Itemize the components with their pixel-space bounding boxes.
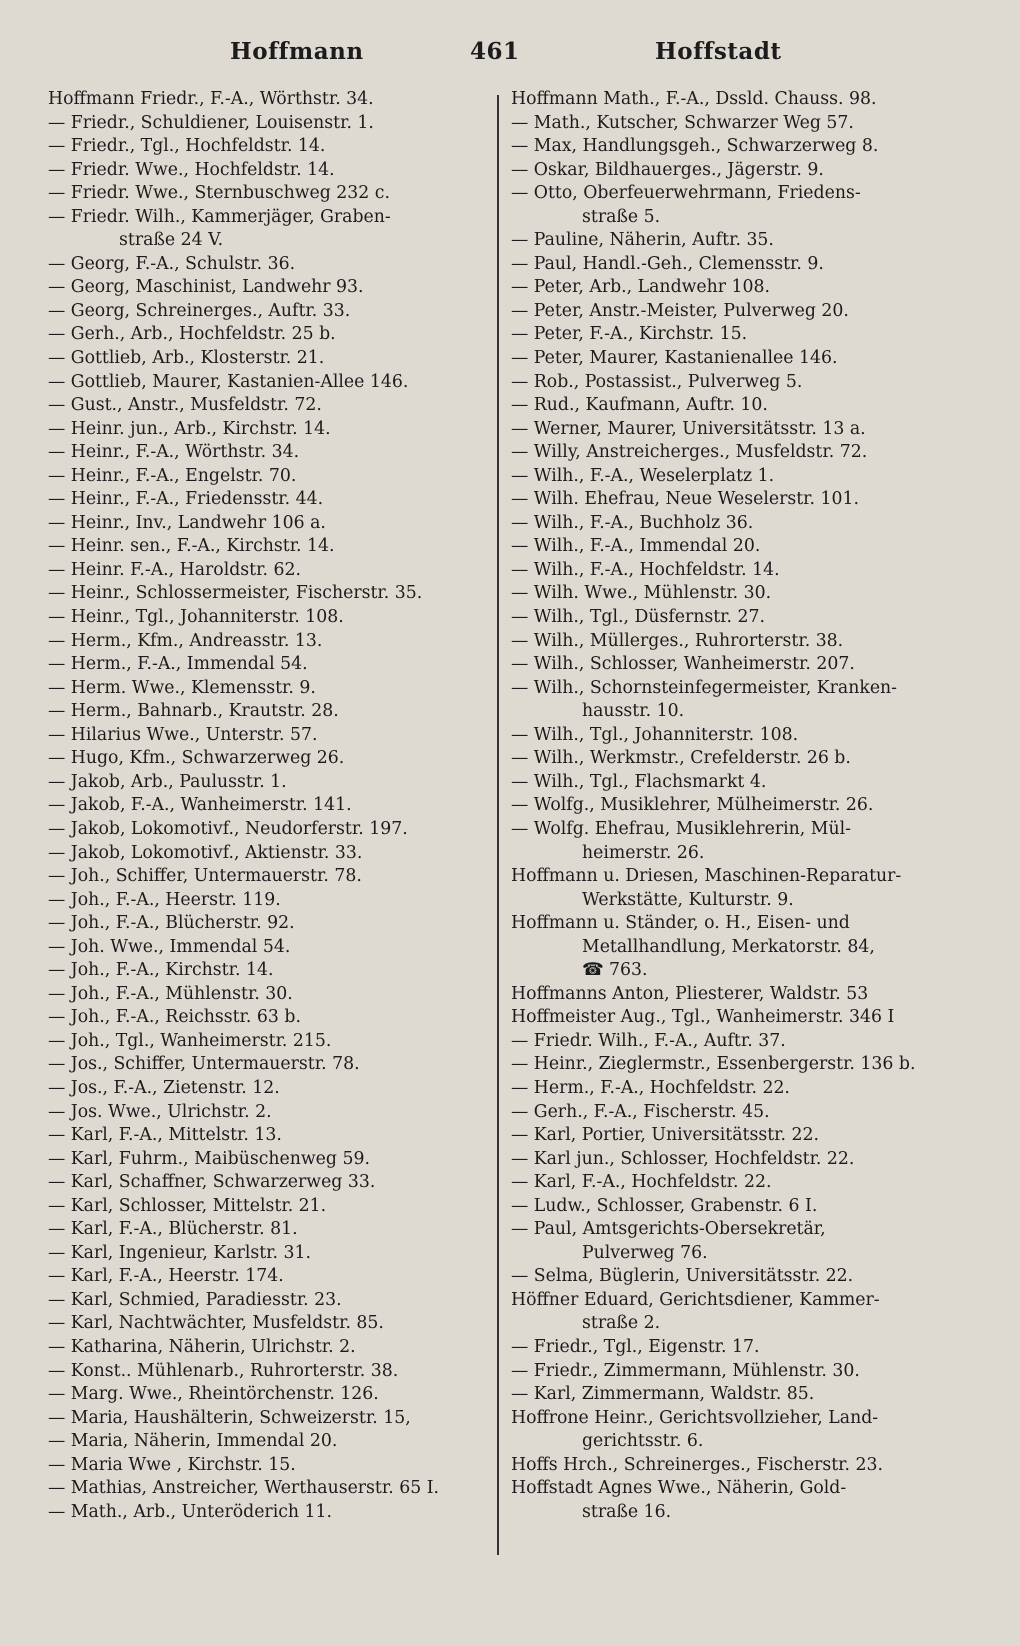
directory-entry: — Maria Wwe , Kirchstr. 15. [48, 1454, 296, 1475]
directory-entry: Pulverweg 76. [582, 1242, 708, 1263]
directory-entry: — Karl, F.-A., Mittelstr. 13. [48, 1125, 282, 1146]
directory-entry: — Karl, F.-A., Hochfeldstr. 22. [511, 1172, 772, 1193]
directory-entry: — Herm. Wwe., Klemensstr. 9. [48, 677, 316, 698]
directory-entry: Hoffs Hrch., Schreinerges., Fischerstr. 23. [511, 1454, 883, 1475]
directory-entry: — Jakob, Arb., Paulusstr. 1. [48, 771, 287, 792]
directory-entry: — Joh., Schiffer, Untermauerstr. 78. [48, 866, 362, 887]
directory-entry: hausstr. 10. [582, 701, 685, 722]
directory-entry: — Gottlieb, Arb., Klosterstr. 21. [48, 348, 325, 369]
directory-entry: — Karl jun., Schlosser, Hochfeldstr. 22. [511, 1148, 855, 1169]
directory-entry: — Herm., F.-A., Immendal 54. [48, 654, 308, 675]
directory-entry: — Peter, Arb., Landwehr 108. [511, 277, 771, 298]
page-number: 461 [470, 38, 520, 65]
directory-entry: — Heinr. sen., F.-A., Kirchstr. 14. [48, 536, 335, 557]
directory-entry: — Herm., Bahnarb., Krautstr. 28. [48, 701, 339, 722]
directory-entry: — Paul, Handl.-Geh., Clemensstr. 9. [511, 253, 824, 274]
directory-entry: heimerstr. 26. [582, 842, 705, 863]
directory-entry: — Wilh., Tgl., Flachsmarkt 4. [511, 771, 767, 792]
directory-entry: — Karl, Schmied, Paradiesstr. 23. [48, 1289, 342, 1310]
directory-entry: — Jakob, Lokomotivf., Neudorferstr. 197. [48, 818, 408, 839]
directory-entry: — Wilh. Ehefrau, Neue Weselerstr. 101. [511, 489, 859, 510]
directory-entry: Hoffmanns Anton, Pliesterer, Waldstr. 53 [511, 983, 869, 1004]
directory-entry: — Konst.. Mühlenarb., Ruhrorterstr. 38. [48, 1360, 399, 1381]
directory-entry: straße 24 V. [119, 230, 224, 251]
directory-entry: — Jos., F.-A., Zietenstr. 12. [48, 1077, 280, 1098]
directory-entry: — Math., Kutscher, Schwarzer Weg 57. [511, 112, 854, 133]
directory-entry: — Heinr., Inv., Landwehr 106 a. [48, 512, 326, 533]
directory-entry: — Gust., Anstr., Musfeldstr. 72. [48, 395, 322, 416]
directory-entry: — Friedr. Wwe., Sternbuschweg 232 c. [48, 183, 390, 204]
directory-entry: — Katharina, Näherin, Ulrichstr. 2. [48, 1336, 356, 1357]
directory-entry: — Maria, Haushälterin, Schweizerstr. 15, [48, 1407, 411, 1428]
directory-entry: — Jakob, Lokomotivf., Aktienstr. 33. [48, 842, 363, 863]
directory-entry: — Ludw., Schlosser, Grabenstr. 6 I. [511, 1195, 818, 1216]
directory-entry: — Marg. Wwe., Rheintörchenstr. 126. [48, 1384, 379, 1405]
directory-entry: — Friedr. Wilh., F.-A., Auftr. 37. [511, 1030, 786, 1051]
directory-entry: — Peter, Maurer, Kastanienallee 146. [511, 348, 838, 369]
directory-entry: — Karl, F.-A., Heerstr. 174. [48, 1266, 284, 1287]
left-column [48, 88, 493, 1524]
directory-entry: Hoffmann u. Ständer, o. H., Eisen- und [511, 913, 850, 934]
directory-entry: — Georg, Schreinerges., Auftr. 33. [48, 300, 351, 321]
directory-entry: — Wolfg. Ehefrau, Musiklehrerin, Mül- [511, 818, 851, 839]
directory-entry: — Friedr., Tgl., Eigenstr. 17. [511, 1336, 760, 1357]
directory-entry: — Peter, Anstr.-Meister, Pulverweg 20. [511, 300, 849, 321]
directory-entry: — Willy, Anstreicherges., Musfeldstr. 72. [511, 442, 868, 463]
directory-entry: — Oskar, Bildhauerges., Jägerstr. 9. [511, 159, 824, 180]
directory-entry: — Heinr., Schlossermeister, Fischerstr. 35. [48, 583, 423, 604]
directory-entry: — Georg, F.-A., Schulstr. 36. [48, 253, 296, 274]
directory-entry: — Gerh., F.-A., Fischerstr. 45. [511, 1101, 770, 1122]
directory-entry: — Joh., F.-A., Kirchstr. 14. [48, 960, 274, 981]
header-right-keyword: Hoffstadt [655, 38, 782, 65]
directory-entry: — Wilh., F.-A., Weselerplatz 1. [511, 465, 775, 486]
directory-entry: — Wilh., Werkmstr., Crefelderstr. 26 b. [511, 748, 851, 769]
directory-entry: — Karl, F.-A., Blücherstr. 81. [48, 1219, 298, 1240]
directory-entry: — Wilh., Müllerges., Ruhrorterstr. 38. [511, 630, 844, 651]
header-left-keyword: Hoffmann [230, 38, 364, 65]
directory-entry: — Friedr., Schuldiener, Louisenstr. 1. [48, 112, 374, 133]
directory-entry: straße 16. [582, 1501, 672, 1522]
directory-entry: — Otto, Oberfeuerwehrmann, Friedens- [511, 183, 861, 204]
directory-entry: — Joh., F.-A., Heerstr. 119. [48, 889, 281, 910]
directory-entry: — Heinr., Tgl., Johanniterstr. 108. [48, 607, 344, 628]
directory-entry: Hoffmann Math., F.-A., Dssld. Chauss. 98. [511, 89, 877, 109]
directory-entry: — Friedr., Zimmermann, Mühlenstr. 30. [511, 1360, 860, 1381]
directory-entry: — Paul, Amtsgerichts-Obersekretär, [511, 1219, 826, 1240]
directory-entry: — Jos. Wwe., Ulrichstr. 2. [48, 1101, 272, 1122]
directory-entry: — Heinr., F.-A., Friedensstr. 44. [48, 489, 324, 510]
directory-entry: — Karl, Nachtwächter, Musfeldstr. 85. [48, 1313, 384, 1334]
directory-entry: — Gerh., Arb., Hochfeldstr. 25 b. [48, 324, 336, 345]
directory-entry: — Gottlieb, Maurer, Kastanien-Allee 146. [48, 371, 409, 392]
directory-entry: — Karl, Fuhrm., Maibüschenweg 59. [48, 1148, 370, 1169]
directory-entry: — Herm., F.-A., Hochfeldstr. 22. [511, 1077, 790, 1098]
directory-entry: — Wilh. Wwe., Mühlenstr. 30. [511, 583, 772, 604]
directory-entry: — Wilh., F.-A., Hochfeldstr. 14. [511, 559, 780, 580]
directory-entry: — Selma, Büglerin, Universitätsstr. 22. [511, 1266, 854, 1287]
directory-entry: — Jos., Schiffer, Untermauerstr. 78. [48, 1054, 360, 1075]
directory-entry: gerichtsstr. 6. [582, 1431, 704, 1452]
directory-entry: Hoffrone Heinr., Gerichtsvollzieher, Land- [511, 1407, 879, 1428]
directory-entry: straße 5. [582, 206, 661, 227]
directory-entry: — Joh., F.-A., Blücherstr. 92. [48, 913, 295, 934]
directory-entry: — Karl, Zimmermann, Waldstr. 85. [511, 1384, 815, 1405]
directory-entry: — Maria, Näherin, Immendal 20. [48, 1431, 338, 1452]
directory-entry: — Karl, Schaffner, Schwarzerweg 33. [48, 1172, 376, 1193]
directory-entry: — Peter, F.-A., Kirchstr. 15. [511, 324, 748, 345]
directory-entry: Hoffmann Friedr., F.-A., Wörthstr. 34. [48, 89, 374, 109]
directory-entry: — Rob., Postassist., Pulverweg 5. [511, 371, 803, 392]
directory-entry: Hoffstadt Agnes Wwe., Näherin, Gold- [511, 1478, 847, 1499]
directory-entry: Höffner Eduard, Gerichtsdiener, Kammer- [511, 1289, 880, 1310]
directory-entry: straße 2. [582, 1313, 661, 1334]
directory-entry: — Friedr., Tgl., Hochfeldstr. 14. [48, 136, 326, 157]
directory-entry: — Wilh., Tgl., Johanniterstr. 108. [511, 724, 799, 745]
column-divider [497, 95, 499, 1555]
directory-entry: — Friedr. Wwe., Hochfeldstr. 14. [48, 159, 335, 180]
directory-entry: — Max, Handlungsgeh., Schwarzerweg 8. [511, 136, 879, 157]
directory-entry: — Hilarius Wwe., Unterstr. 57. [48, 724, 318, 745]
directory-entry: — Karl, Schlosser, Mittelstr. 21. [48, 1195, 327, 1216]
directory-entry: — Wolfg., Musiklehrer, Mülheimerstr. 26. [511, 795, 874, 816]
right-column [511, 88, 941, 1524]
directory-entry: Hoffmeister Aug., Tgl., Wanheimerstr. 346 I [511, 1007, 895, 1028]
directory-entry: — Karl, Ingenieur, Karlstr. 31. [48, 1242, 312, 1263]
directory-entry: — Wilh., Tgl., Düsfernstr. 27. [511, 607, 766, 628]
directory-entry: — Rud., Kaufmann, Auftr. 10. [511, 395, 768, 416]
directory-entry: — Georg, Maschinist, Landwehr 93. [48, 277, 364, 298]
directory-entry: — Heinr., F.-A., Wörthstr. 34. [48, 442, 300, 463]
directory-entry: — Wilh., Schornsteinfegermeister, Kranken- [511, 677, 898, 698]
directory-entry: — Friedr. Wilh., Kammerjäger, Graben- [48, 206, 391, 227]
directory-entry: — Heinr., Zieglermstr., Essenbergerstr. 136 b. [511, 1054, 916, 1075]
directory-entry: — Joh., Tgl., Wanheimerstr. 215. [48, 1030, 332, 1051]
directory-entry: ☎ 763. [582, 960, 648, 981]
directory-entry: — Joh., F.-A., Mühlenstr. 30. [48, 983, 293, 1004]
directory-entry: Werkstätte, Kulturstr. 9. [582, 889, 794, 910]
directory-entry: Hoffmann u. Driesen, Maschinen-Reparatur- [511, 866, 902, 887]
directory-entry: — Herm., Kfm., Andreasstr. 13. [48, 630, 323, 651]
directory-entry: — Joh., F.-A., Reichsstr. 63 b. [48, 1007, 301, 1028]
directory-entry: — Wilh., F.-A., Immendal 20. [511, 536, 761, 557]
directory-entry: — Joh. Wwe., Immendal 54. [48, 936, 291, 957]
directory-entry: — Karl, Portier, Universitätsstr. 22. [511, 1125, 819, 1146]
directory-entry: — Heinr. jun., Arb., Kirchstr. 14. [48, 418, 331, 439]
directory-entry: — Hugo, Kfm., Schwarzerweg 26. [48, 748, 345, 769]
directory-entry: — Wilh., F.-A., Buchholz 36. [511, 512, 754, 533]
directory-entry: — Heinr., F.-A., Engelstr. 70. [48, 465, 297, 486]
directory-entry: — Heinr. F.-A., Haroldstr. 62. [48, 559, 301, 580]
directory-entry: — Mathias, Anstreicher, Werthauserstr. 65 I. [48, 1478, 440, 1499]
directory-entry: Metallhandlung, Merkatorstr. 84, [582, 936, 875, 957]
directory-entry: — Wilh., Schlosser, Wanheimerstr. 207. [511, 654, 855, 675]
directory-entry: — Math., Arb., Unteröderich 11. [48, 1501, 333, 1522]
directory-entry: — Werner, Maurer, Universitätsstr. 13 a. [511, 418, 866, 439]
page-header [0, 38, 1020, 74]
directory-entry: — Pauline, Näherin, Auftr. 35. [511, 230, 774, 251]
directory-entry: — Jakob, F.-A., Wanheimerstr. 141. [48, 795, 352, 816]
